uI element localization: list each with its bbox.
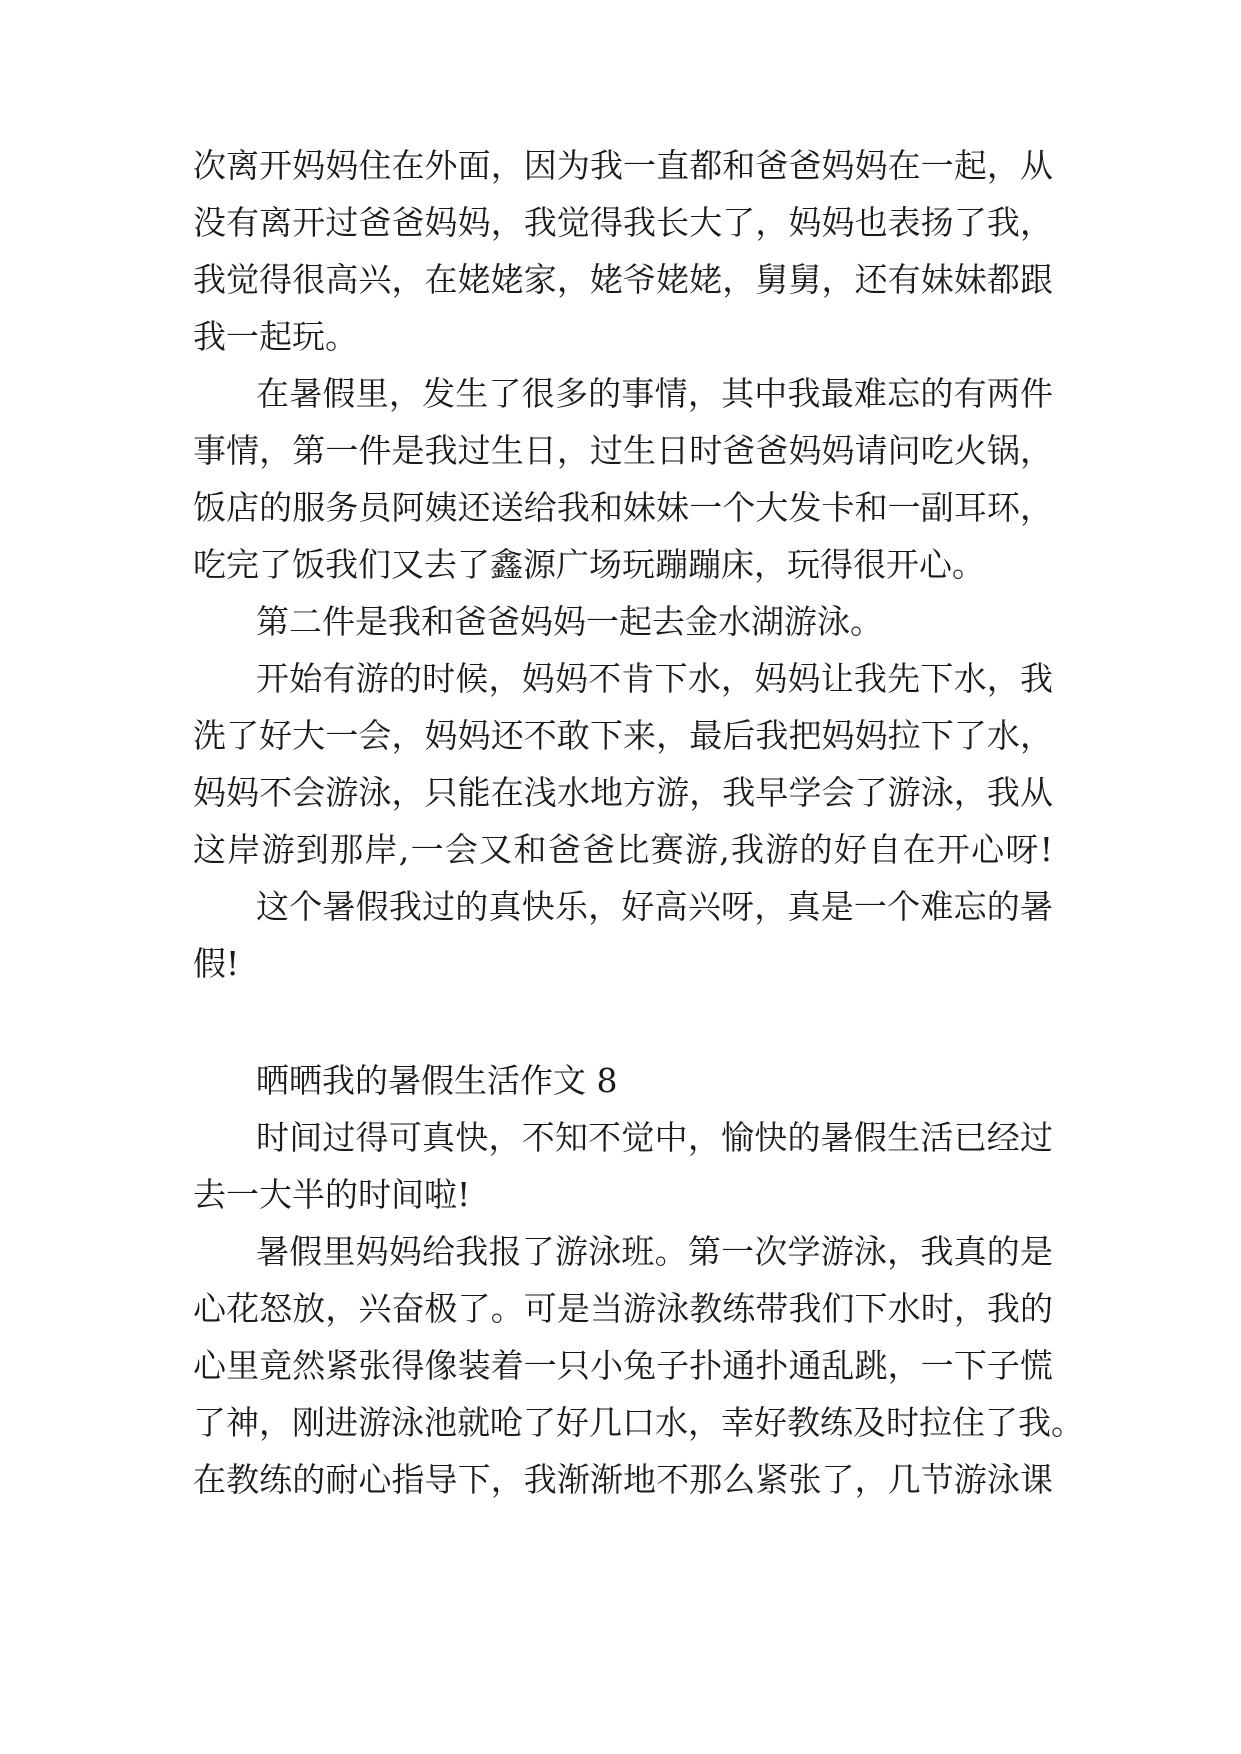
paragraph-line: 去一大半的时间啦! — [193, 1175, 471, 1214]
section-title: 晒晒我的暑假生活作文 8 — [256, 1061, 618, 1100]
paragraph-line: 事情，第一件是我过生日，过生日时爸爸妈妈请问吃火锅， — [193, 431, 1053, 470]
paragraph-line: 妈妈不会游泳，只能在浅水地方游，我早学会了游泳，我从 — [193, 773, 1053, 812]
paragraph-line: 了神，刚进游泳池就呛了好几口水，幸好教练及时拉住了我。 — [193, 1403, 1084, 1442]
paragraph-line: 这岸游到那岸,一会又和爸爸比赛游,我游的好自在开心呀! — [193, 830, 1053, 869]
paragraph-line: 假! — [193, 944, 240, 983]
paragraph-line: 我一起玩。 — [193, 317, 358, 356]
paragraph-line: 在暑假里，发生了很多的事情，其中我最难忘的有两件 — [256, 374, 1053, 413]
paragraph-line: 心里竟然紧张得像装着一只小兔子扑通扑通乱跳，一下子慌 — [193, 1346, 1053, 1385]
paragraph-line: 第二件是我和爸爸妈妈一起去金水湖游泳。 — [256, 602, 883, 641]
paragraph-line: 吃完了饭我们又去了鑫源广场玩蹦蹦床，玩得很开心。 — [193, 545, 985, 584]
paragraph-line: 饭店的服务员阿姨还送给我和妹妹一个大发卡和一副耳环， — [193, 488, 1053, 527]
paragraph-line: 洗了好大一会，妈妈还不敢下来，最后我把妈妈拉下了水， — [193, 716, 1053, 755]
paragraph-line: 心花怒放，兴奋极了。可是当游泳教练带我们下水时，我的 — [193, 1289, 1053, 1328]
paragraph-line: 在教练的耐心指导下，我渐渐地不那么紧张了，几节游泳课 — [193, 1460, 1053, 1499]
paragraph-line: 没有离开过爸爸妈妈，我觉得我长大了，妈妈也表扬了我， — [193, 203, 1053, 242]
paragraph-line: 暑假里妈妈给我报了游泳班。第一次学游泳，我真的是 — [256, 1232, 1053, 1271]
paragraph-line: 开始有游的时候，妈妈不肯下水，妈妈让我先下水，我 — [256, 659, 1053, 698]
paragraph-line: 时间过得可真快，不知不觉中，愉快的暑假生活已经过 — [256, 1118, 1053, 1157]
paragraph-line: 我觉得很高兴，在姥姥家，姥爷姥姥，舅舅，还有妹妹都跟 — [193, 260, 1053, 299]
paragraph-line: 这个暑假我过的真快乐，好高兴呀，真是一个难忘的暑 — [256, 887, 1053, 926]
paragraph-line: 次离开妈妈住在外面，因为我一直都和爸爸妈妈在一起，从 — [193, 146, 1053, 185]
